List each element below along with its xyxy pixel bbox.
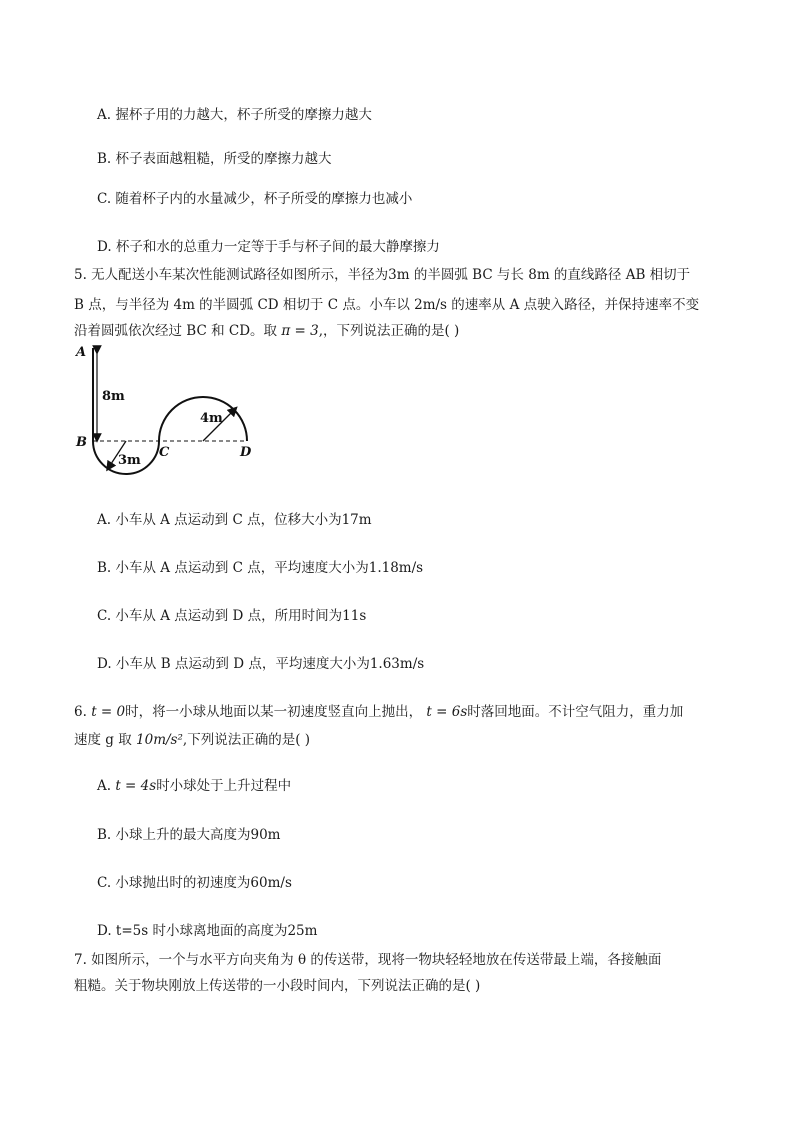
q6-formula-t0: t = 0 [91,704,126,720]
q6-option-a [97,777,291,795]
q5-stem-line3-text: 沿着圆弧依次经过 BC 和 CD。取 [74,323,278,339]
q5-option-d: D. 小车从 B 点运动到 D 点，平均速度大小为1.63m/s [97,656,425,672]
q5-option-b: B. 小车从 A 点运动到 C 点，平均速度大小为1.18m/s [97,560,424,576]
q5-path-figure [70,338,270,488]
label-b: B [76,435,87,450]
q4-option-c: C. 随着杯子内的水量减少，杯子所受的摩擦力也减小 [97,191,413,207]
label-d: D [240,445,252,460]
q6-stem-text-a: 时，将一小球从地面以某一初速度竖直向上抛出， [125,704,423,720]
q6-stem-text-b: 时落回地面。不计空气阻力，重力加 [467,704,684,720]
q5-pi-formula: π = 3 [281,323,319,339]
q6-option-a-text: 时小球处于上升过程中 [156,778,292,794]
q6-formula-t4: t = 4s [115,778,157,794]
q5-option-c: C. 小车从 A 点运动到 D 点，所用时间为11s [97,608,367,624]
q5-option-a: A. 小车从 A 点运动到 C 点，位移大小为17m [97,512,372,528]
q6-option-c: C. 小球抛出时的初速度为60m/s [97,875,292,891]
label-8m: 8m [102,389,125,404]
label-c: C [159,445,170,460]
q7-stem-line1: 7. 如图所示，一个与水平方向夹角为 θ 的传送带，现将一物块轻轻地放在传送带最上端，各接触面 [74,952,662,968]
q6-formula-g: 10m/s² [136,732,183,748]
label-4m: 4m [200,411,223,426]
q4-option-a: A. 握杯子用的力越大，杯子所受的摩擦力越大 [97,107,372,123]
label-3m: 3m [118,453,141,468]
q6-formula-t6: t = 6s [426,704,468,720]
q6-stem-text-c: 速度 g 取 [74,732,132,748]
q5-stem-line1: 5. 无人配送小车某次性能测试路径如图所示，半径为3m 的半圆弧 BC 与长 8m 的直线路径 AB 相切于 [74,267,691,283]
q6-stem-line2 [74,731,310,749]
q5-stem-line3-end: ,，下列说法正确的是( ) [318,323,460,339]
q5-stem-line2: B 点，与半径为 4m 的半圆弧 CD 相切于 C 点。小车以 2m/s 的速率从 A 点驶入路径，并保持速率不变 [74,297,700,313]
q6-option-a-letter: A. [97,778,112,794]
q6-number: 6. [74,704,87,720]
q7-stem-line2: 粗糙。关于物块刚放上传送带的一小段时间内，下列说法正确的是( ) [74,978,481,994]
label-a: A [76,345,87,360]
q6-option-b: B. 小球上升的最大高度为90m [97,827,281,843]
q6-option-d: D. t=5s 时小球离地面的高度为25m [97,923,318,939]
q4-option-d: D. 杯子和水的总重力一定等于手与杯子间的最大静摩擦力 [97,239,440,255]
q4-option-b: B. 杯子表面越粗糙，所受的摩擦力越大 [97,151,332,167]
q6-stem-text-d: ,下列说法正确的是( ) [182,732,311,748]
q6-stem-line1 [74,703,683,721]
